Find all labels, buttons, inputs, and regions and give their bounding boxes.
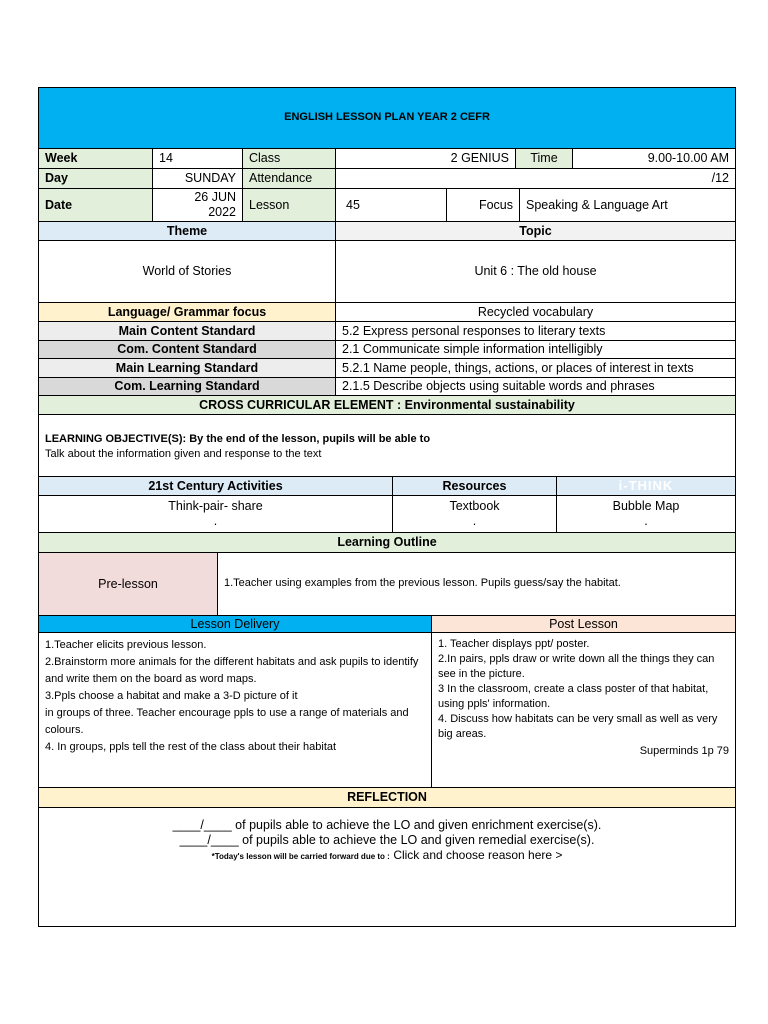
resources-header: Resources <box>393 477 557 496</box>
document-title: ENGLISH LESSON PLAN YEAR 2 CEFR <box>39 88 736 149</box>
post-lesson-reference: Superminds 1p 79 <box>639 745 729 757</box>
learning-objective-heading: LEARNING OBJECTIVE(S): By the end of the lesson, pupils will be able to <box>45 433 431 445</box>
ithink-dot: . <box>644 514 648 528</box>
com-learning-standard-label: Com. Learning Standard <box>39 378 336 396</box>
lesson-delivery-line-5: 4. In groups, ppls tell the rest of the class about their habitat <box>45 741 337 753</box>
main-learning-standard-label: Main Learning Standard <box>39 359 336 378</box>
post-lesson-line-2: 2.In pairs, ppls draw or write down all the things they can see in the picture. <box>438 653 715 680</box>
main-learning-standard-value: 5.2.1 Name people, things, actions, or places of interest in texts <box>336 359 736 378</box>
date-label: Date <box>39 189 153 222</box>
learning-outline-header: Learning Outline <box>39 533 736 553</box>
lesson-plan-document <box>38 87 736 927</box>
resources-text: Textbook <box>449 499 500 513</box>
learning-objective-text: Talk about the information given and response to the text <box>45 448 322 460</box>
cross-curricular-element: CROSS CURRICULAR ELEMENT : Environmental sustainability <box>39 396 736 415</box>
century-activities-value <box>39 496 393 533</box>
lesson-delivery-header: Lesson Delivery <box>39 616 432 633</box>
lesson-delivery-line-3: 3.Ppls choose a habitat and make a 3-D picture of it <box>45 690 298 702</box>
reflection-header: REFLECTION <box>39 788 736 808</box>
main-content-standard-value: 5.2 Express personal responses to literary texts <box>336 322 736 341</box>
main-content-standard-label: Main Content Standard <box>39 322 336 341</box>
com-content-standard-value: 2.1 Communicate simple information intelligibly <box>336 341 736 359</box>
attendance-label: Attendance <box>243 169 336 189</box>
pre-lesson-label: Pre-lesson <box>39 553 218 616</box>
lesson-delivery-body <box>39 633 432 788</box>
reason-dropdown[interactable]: Click and choose reason here > <box>393 848 563 862</box>
topic-header: Topic <box>336 222 736 241</box>
time-value: 9.00-10.00 AM <box>573 149 736 169</box>
language-focus-label: Language/ Grammar focus <box>39 303 336 322</box>
carry-forward-note: *Today's lesson will be carried forward due to : <box>211 852 390 861</box>
reflection-carry-forward <box>45 848 729 864</box>
ithink-text: Bubble Map <box>612 499 680 513</box>
lesson-value: 45 <box>336 189 447 222</box>
com-learning-standard-value: 2.1.5 Describe objects using suitable words and phrases <box>336 378 736 396</box>
post-lesson-line-3: 3 In the classroom, create a class poster of that habitat, using ppls' information. <box>438 683 709 710</box>
reflection-body <box>39 808 736 927</box>
class-label: Class <box>243 149 336 169</box>
post-lesson-line-4: 4. Discuss how habitats can be very small as well as very big areas. <box>438 713 718 740</box>
lesson-delivery-line-2: 2.Brainstorm more animals for the different habitats and ask pupils to identify and write them on the board as word maps. <box>45 656 419 685</box>
week-label: Week <box>39 149 153 169</box>
week-value: 14 <box>153 149 243 169</box>
century-activities-header: 21st Century Activities <box>39 477 393 496</box>
language-focus-value: Recycled vocabulary <box>336 303 736 322</box>
resources-value <box>393 496 557 533</box>
theme-value: World of Stories <box>39 241 336 303</box>
ithink-value <box>557 496 736 533</box>
ithink-header: i-THINK <box>557 477 736 496</box>
post-lesson-line-1: 1. Teacher displays ppt/ poster. <box>438 638 590 650</box>
resources-dot: . <box>472 514 477 528</box>
com-content-standard-label: Com. Content Standard <box>39 341 336 359</box>
date-line-1: 26 JUN <box>194 190 236 204</box>
focus-value: Speaking & Language Art <box>520 189 736 222</box>
reflection-enrichment: ____/____ of pupils able to achieve the LO and given enrichment exercise(s). <box>172 818 602 832</box>
date-value <box>153 189 243 222</box>
century-activities-text: Think-pair- share <box>168 499 263 513</box>
century-activities-dot: . <box>213 514 218 528</box>
post-lesson-body <box>432 633 736 788</box>
lesson-label: Lesson <box>243 189 336 222</box>
day-label: Day <box>39 169 153 189</box>
theme-header: Theme <box>39 222 336 241</box>
lesson-delivery-line-4: in groups of three. Teacher encourage ppls to use a range of materials and colours. <box>45 707 409 736</box>
time-label: Time <box>516 149 573 169</box>
day-value: SUNDAY <box>153 169 243 189</box>
pre-lesson-text: 1.Teacher using examples from the previous lesson. Pupils guess/say the habitat. <box>218 553 736 616</box>
topic-value: Unit 6 : The old house <box>336 241 736 303</box>
reflection-remedial: ____/____ of pupils able to achieve the LO and given remedial exercise(s). <box>179 833 595 847</box>
lesson-delivery-line-1: 1.Teacher elicits previous lesson. <box>45 639 207 651</box>
post-lesson-header: Post Lesson <box>432 616 736 633</box>
attendance-value: /12 <box>336 169 736 189</box>
focus-label: Focus <box>447 189 520 222</box>
date-line-2: 2022 <box>208 205 236 219</box>
class-value: 2 GENIUS <box>336 149 516 169</box>
learning-objective <box>39 415 736 477</box>
